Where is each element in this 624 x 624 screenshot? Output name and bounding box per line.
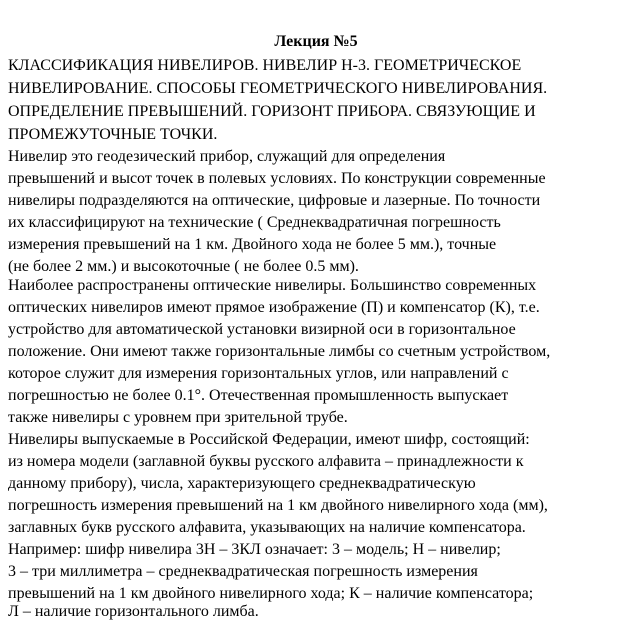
heading-line: ОПРЕДЕЛЕНИЕ ПРЕВЫШЕНИЙ. ГОРИЗОНТ ПРИБОРА. СВЯЗУЮЩИЕ И <box>8 103 536 120</box>
body-line: нивелиры подразделяются на оптические, цифровые и лазерные. По точности <box>8 192 541 209</box>
body-line: которое служит для измерения горизонтальных углов, или направлений с <box>8 365 509 382</box>
heading-line: КЛАССИФИКАЦИЯ НИВЕЛИРОВ. НИВЕЛИР Н-3. ГЕОМЕТРИЧЕСКОЕ <box>8 57 522 74</box>
body-line: погрешностью не более 0.1°. Отечественная промышленность выпускает <box>8 387 509 404</box>
heading-line: НИВЕЛИРОВАНИЕ. СПОСОБЫ ГЕОМЕТРИЧЕСКОГО НИВЕЛИРОВАНИЯ. <box>8 80 548 97</box>
body-line: их классифицируют на технические ( Среднеквадратичная погрешность <box>8 214 501 231</box>
body-line: Наиболее распространены оптические нивелиры. Большинство современных <box>8 277 537 294</box>
body-line: оптических нивелиров имеют прямое изображение (П) и компенсатор (К), т.е. <box>8 299 540 316</box>
body-line: также нивелиры с уровнем при зрительной трубе. <box>8 409 348 426</box>
body-line: измерения превышений на 1 км. Двойного хода не более 5 мм.), точные <box>8 236 497 253</box>
body-line: Нивелиры выпускаемые в Российской Федерации, имеют шифр, состоящий: <box>8 431 530 448</box>
body-line: устройство для автоматической установки визирной оси в горизонтальное <box>8 321 516 338</box>
body-line: Нивелир это геодезический прибор, служащий для определения <box>8 148 446 165</box>
lecture-title: Лекция №5 <box>274 33 358 50</box>
body-line: заглавных букв русского алфавита, указывающих на наличие компенсатора. <box>8 519 526 536</box>
body-line: (не более 2 мм.) и высокоточные ( не более 0.5 мм). <box>8 258 359 275</box>
body-line: 3 – три миллиметра – среднеквадратическая погрешность измерения <box>8 563 478 580</box>
body-line: погрешность измерения превышений на 1 км двойного нивелирного хода (мм), <box>8 497 548 514</box>
heading-line: ПРОМЕЖУТОЧНЫЕ ТОЧКИ. <box>8 126 218 143</box>
body-line: Л – наличие горизонтального лимба. <box>8 603 259 620</box>
body-line: из номера модели (заглавной буквы русского алфавита – принадлежности к <box>8 453 524 470</box>
body-line: данному прибору), числа, характеризующего среднеквадратическую <box>8 475 476 492</box>
body-line: превышений на 1 км двойного нивелирного хода; К – наличие компенсатора; <box>8 585 534 602</box>
body-line: положение. Они имеют также горизонтальные лимбы со счетным устройством, <box>8 343 551 360</box>
body-line: Например: шифр нивелира 3Н – 3КЛ означает: 3 – модель; Н – нивелир; <box>8 541 501 558</box>
body-line: превышений и высот точек в полевых условиях. По конструкции современные <box>8 170 546 187</box>
